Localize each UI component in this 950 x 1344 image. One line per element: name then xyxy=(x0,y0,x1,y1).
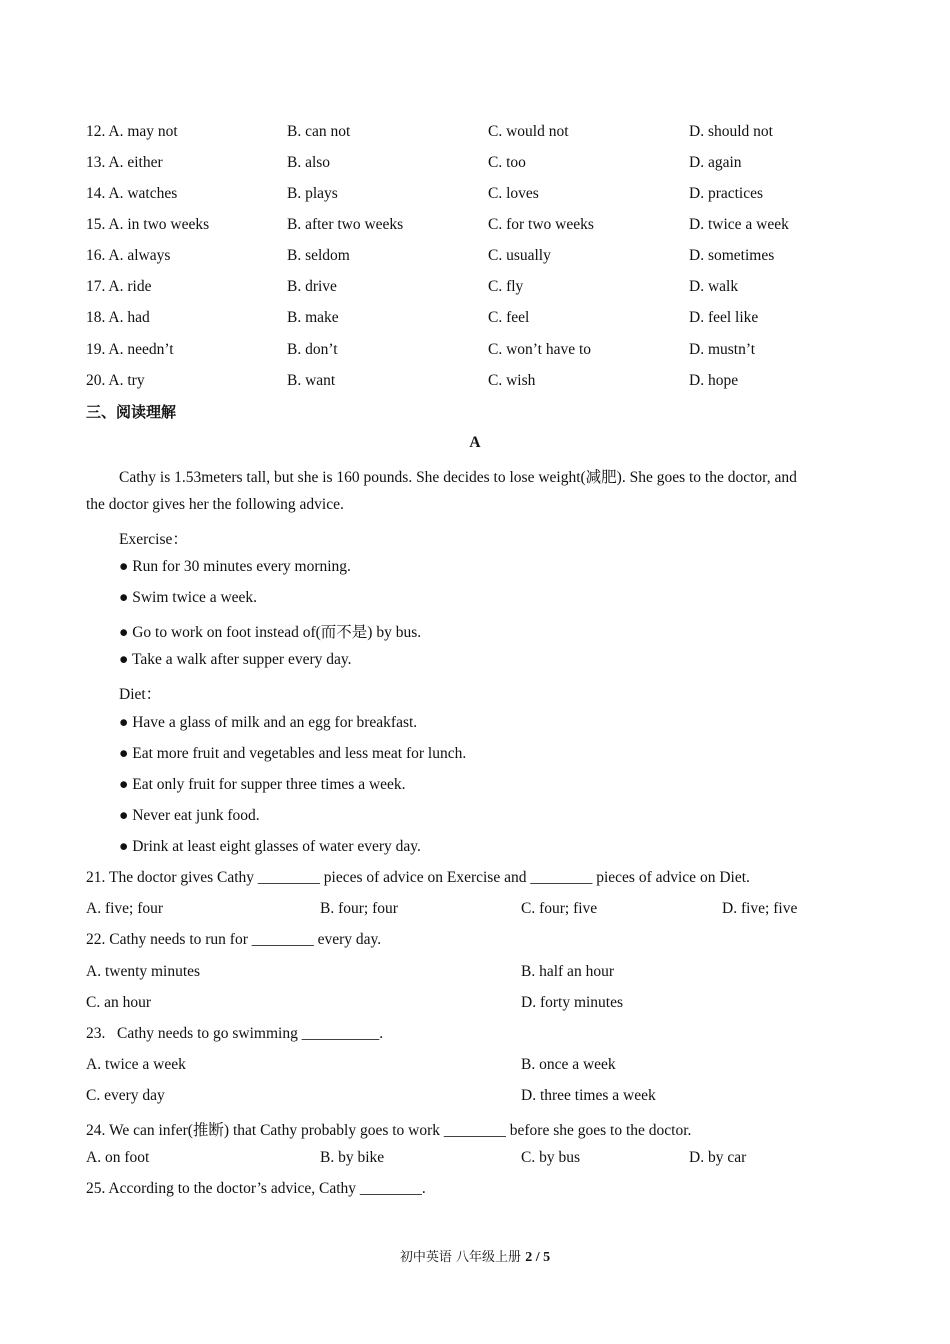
q23-option-d: D. three times a week xyxy=(521,1087,656,1104)
q24-option-b: B. by bike xyxy=(320,1149,385,1166)
q24-option-d: D. by car xyxy=(689,1149,747,1166)
option-a: 14. A. watches xyxy=(86,185,178,202)
exercise-label: Exercise： xyxy=(119,531,188,548)
option-c: C. would not xyxy=(488,123,569,140)
option-c: C. too xyxy=(488,154,526,171)
option-d: D. sometimes xyxy=(689,247,775,264)
option-d: D. twice a week xyxy=(689,216,789,233)
q23-option-b: B. once a week xyxy=(521,1056,616,1073)
option-d: D. practices xyxy=(689,185,764,202)
option-d: D. should not xyxy=(689,123,773,140)
page-number: 2 xyxy=(525,1250,533,1265)
diet-item: ● Eat more fruit and vegetables and less meat for lunch. xyxy=(119,745,467,762)
diet-label: Diet： xyxy=(119,686,162,703)
passage-line: Cathy is 1.53meters tall, but she is 160 pounds. She decides to lose weight(减肥). She goes to the doctor, and xyxy=(119,469,797,486)
option-d: D. hope xyxy=(689,372,739,389)
q24-option-c: C. by bus xyxy=(521,1149,580,1166)
option-a: 19. A. needn’t xyxy=(86,341,174,358)
question-21-stem: 21. The doctor gives Cathy ________ pieces of advice on Exercise and ________ pieces of advice on Diet. xyxy=(86,869,750,886)
question-23-stem: 23. Cathy needs to go swimming __________. xyxy=(86,1025,384,1042)
option-d: D. again xyxy=(689,154,742,171)
diet-item: ● Eat only fruit for supper three times a week. xyxy=(119,776,406,793)
section-heading: 三、阅读理解 xyxy=(86,403,177,421)
passage-title: A xyxy=(469,434,481,451)
diet-item: ● Have a glass of milk and an egg for breakfast. xyxy=(119,714,418,731)
exercise-item: ● Take a walk after supper every day. xyxy=(119,651,352,668)
q23-option-a: A. twice a week xyxy=(86,1056,186,1073)
passage-line: the doctor gives her the following advice. xyxy=(86,496,344,513)
option-b: B. also xyxy=(287,154,331,171)
page-separator: / xyxy=(532,1250,544,1265)
q21-option-a: A. five; four xyxy=(86,900,164,917)
option-d: D. walk xyxy=(689,278,739,295)
diet-item: ● Drink at least eight glasses of water every day. xyxy=(119,838,421,855)
option-d: D. feel like xyxy=(689,309,759,326)
option-b: B. drive xyxy=(287,278,337,295)
page-footer xyxy=(0,1246,950,1266)
option-c: C. usually xyxy=(488,247,551,264)
option-b: B. seldom xyxy=(287,247,350,264)
option-a: 16. A. always xyxy=(86,247,171,264)
option-b: B. don’t xyxy=(287,341,338,358)
q24-option-a: A. on foot xyxy=(86,1149,150,1166)
question-22-stem: 22. Cathy needs to run for ________ every day. xyxy=(86,931,382,948)
option-b: B. make xyxy=(287,309,339,326)
exercise-item: ● Go to work on foot instead of(而不是) by bus. xyxy=(119,624,422,641)
option-c: C. won’t have to xyxy=(488,341,592,358)
q22-option-b: B. half an hour xyxy=(521,963,614,980)
option-a: 18. A. had xyxy=(86,309,150,326)
option-b: B. want xyxy=(287,372,336,389)
option-c: C. for two weeks xyxy=(488,216,594,233)
q22-option-c: C. an hour xyxy=(86,994,152,1011)
option-c: C. loves xyxy=(488,185,539,202)
exercise-item: ● Run for 30 minutes every morning. xyxy=(119,558,351,575)
q22-option-a: A. twenty minutes xyxy=(86,963,201,980)
question-25-stem: 25. According to the doctor’s advice, Cathy ________. xyxy=(86,1180,426,1197)
page-total: 5 xyxy=(543,1250,551,1265)
q23-option-c: C. every day xyxy=(86,1087,165,1104)
question-24-stem: 24. We can infer(推断) that Cathy probably goes to work ________ before she goes to the doctor. xyxy=(86,1122,692,1139)
q21-option-b: B. four; four xyxy=(320,900,398,917)
option-b: B. can not xyxy=(287,123,351,140)
option-a: 17. A. ride xyxy=(86,278,152,295)
diet-item: ● Never eat junk food. xyxy=(119,807,260,824)
option-c: C. wish xyxy=(488,372,536,389)
option-a: 15. A. in two weeks xyxy=(86,216,210,233)
option-b: B. after two weeks xyxy=(287,216,404,233)
footer-text: 初中英语 八年级上册 xyxy=(399,1250,522,1265)
option-c: C. fly xyxy=(488,278,524,295)
q21-option-d: D. five; five xyxy=(722,900,798,917)
q22-option-d: D. forty minutes xyxy=(521,994,624,1011)
option-b: B. plays xyxy=(287,185,338,202)
exercise-item: ● Swim twice a week. xyxy=(119,589,258,606)
option-a: 13. A. either xyxy=(86,154,163,171)
option-a: 12. A. may not xyxy=(86,123,178,140)
option-d: D. mustn’t xyxy=(689,341,756,358)
option-c: C. feel xyxy=(488,309,530,326)
option-a: 20. A. try xyxy=(86,372,145,389)
q21-option-c: C. four; five xyxy=(521,900,598,917)
